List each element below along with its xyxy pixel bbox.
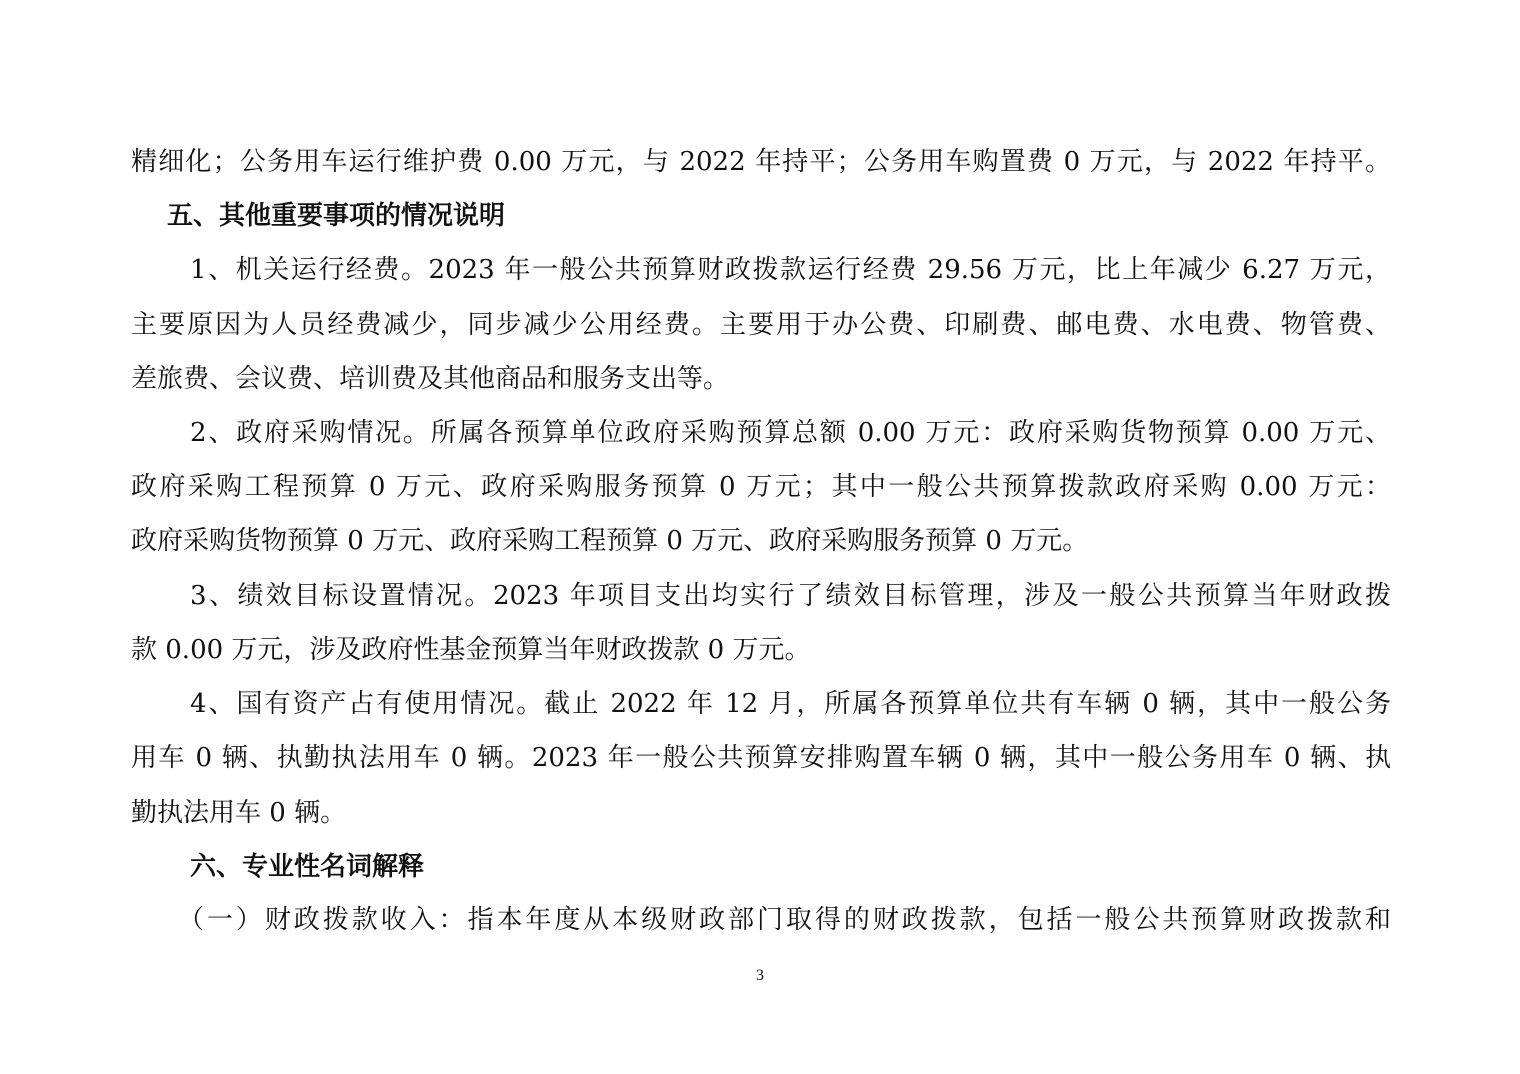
paragraph-line-12: 勤执法用车 0 辆。 [131, 798, 347, 828]
paragraph-line-10: 4、国有资产占有使用情况。截止 2022 年 12 月，所属各预算单位共有车辆 0 辆，其中一般公务 [190, 689, 1391, 719]
section-heading-6: 六、专业性名词解释 [190, 852, 425, 882]
paragraph-line-11: 用车 0 辆、执勤执法用车 0 辆。2023 年一般公共预算安排购置车辆 0 辆，其中一般公务用车 0 辆、执 [131, 743, 1391, 773]
paragraph-line-7: 政府采购货物预算 0 万元、政府采购工程预算 0 万元、政府采购服务预算 0 万元。 [131, 526, 1089, 556]
paragraph-line-3: 主要原因为人员经费减少，同步减少公用经费。主要用于办公费、印刷费、邮电费、水电费、物管费、 [131, 310, 1391, 340]
paragraph-line-8: 3、绩效目标设置情况。2023 年项目支出均实行了绩效目标管理，涉及一般公共预算当年财政拨 [190, 581, 1391, 611]
paragraph-line-5: 2、政府采购情况。所属各预算单位政府采购预算总额 0.00 万元：政府采购货物预算 0.00 万元、 [190, 418, 1391, 448]
paragraph-line-6: 政府采购工程预算 0 万元、政府采购服务预算 0 万元；其中一般公共预算拨款政府采购 0.00 万元： [131, 472, 1391, 502]
paragraph-line-1: 精细化；公务用车运行维护费 0.00 万元，与 2022 年持平；公务用车购置费 0 万元，与 2022 年持平。 [131, 147, 1391, 177]
paragraph-line-9: 款 0.00 万元，涉及政府性基金预算当年财政拨款 0 万元。 [131, 635, 811, 665]
page-number: 3 [756, 967, 764, 984]
paragraph-line-4: 差旅费、会议费、培训费及其他商品和服务支出等。 [131, 364, 730, 394]
section-heading-5: 五、其他重要事项的情况说明 [167, 201, 506, 231]
paragraph-line-13: （一）财政拨款收入：指本年度从本级财政部门取得的财政拨款，包括一般公共预算财政拨款和 [178, 905, 1391, 935]
paragraph-line-2: 1、机关运行经费。2023 年一般公共预算财政拨款运行经费 29.56 万元，比上年减少 6.27 万元， [190, 255, 1391, 285]
